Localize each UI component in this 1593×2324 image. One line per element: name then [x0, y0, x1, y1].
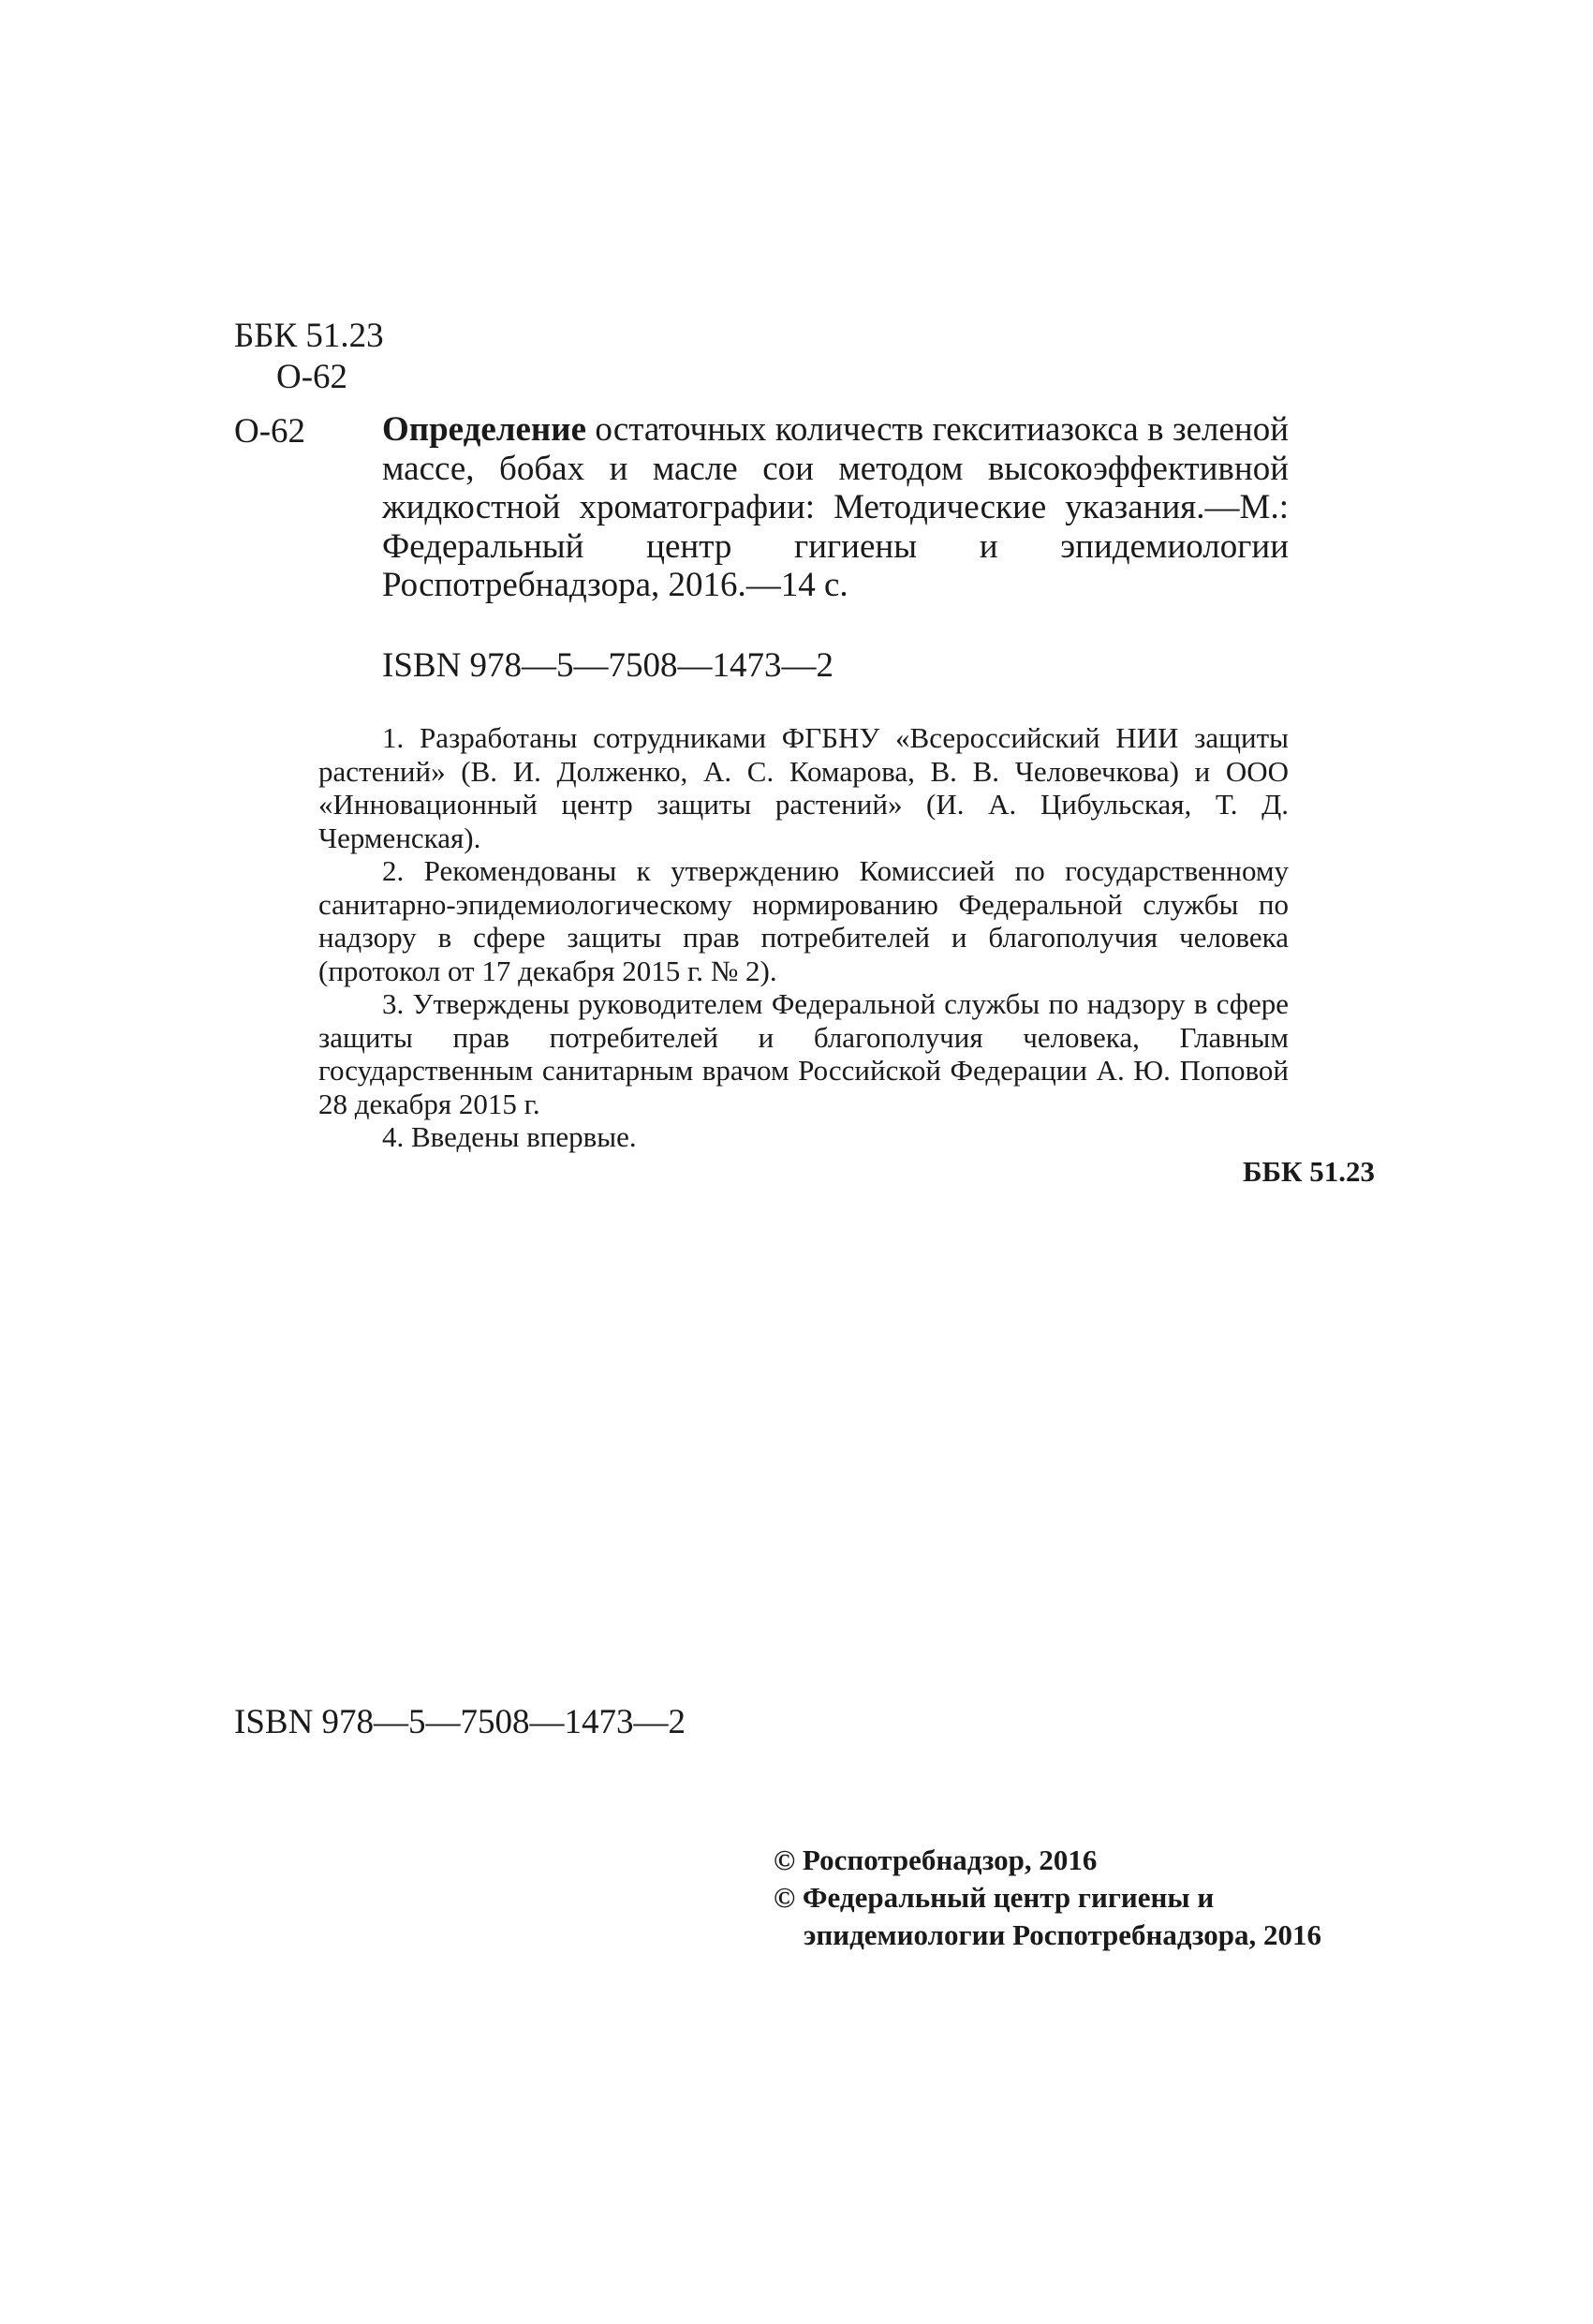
- publication-notes: [318, 721, 1289, 1154]
- note-introduced: 4. Введены впервые.: [382, 1120, 637, 1153]
- copyright-block: [774, 1842, 1321, 1954]
- bibliographic-description: [382, 410, 1289, 605]
- title-lead-word: Определение: [382, 410, 586, 449]
- copyright-line-2: © Федеральный центр гигиены и: [774, 1881, 1215, 1914]
- author-sign: О-62: [276, 358, 348, 396]
- copyright-line-3: эпидемиологии Роспотребнадзора, 2016: [804, 1918, 1321, 1951]
- reference-author-sign: О-62: [234, 412, 306, 451]
- note-recommended: 2. Рекомендованы к утверждению Комиссией по государственному санитарно-эпидемиологическому нормированию Федеральной службы по надзору в сфере защиты прав потребителей и благополучия человека (протокол от 17 декабря 2015 г. № 2).: [318, 854, 1289, 987]
- bbk-code-top: ББК 51.23: [234, 317, 384, 355]
- bbk-code-right: ББК 51.23: [1243, 1155, 1375, 1188]
- isbn-bottom: ISBN 978—5—7508—1473—2: [234, 1703, 686, 1741]
- note-approved: 3. Утверждены руководителем Федеральной службы по надзору в сфере защиты прав потребителей и благополучия человека, Главным государственным санитарным врачом Российской Федерации А. Ю. Поповой 28 декабря 2015 г.: [318, 987, 1289, 1120]
- copyright-line-1: © Роспотребнадзор, 2016: [774, 1843, 1098, 1876]
- title-rest: остаточных количеств гекситиазокса в зеленой массе, бобах и масле сои методом высокоэффективной жидкостной хроматографии: Методические указания.—М.: Федеральный центр гигиены и эпидемиологии Роспотребнадзора, 2016.—14 с.: [382, 410, 1289, 604]
- note-developed-by: 1. Разработаны сотрудниками ФГБНУ «Всероссийский НИИ защиты растений» (В. И. Долженко, А. С. Комарова, В. В. Человечкова) и ООО «Инновационный центр защиты растений» (И. А. Цибульская, Т. Д. Черменская).: [318, 721, 1289, 854]
- isbn-inline: ISBN 978—5—7508—1473—2: [382, 646, 834, 685]
